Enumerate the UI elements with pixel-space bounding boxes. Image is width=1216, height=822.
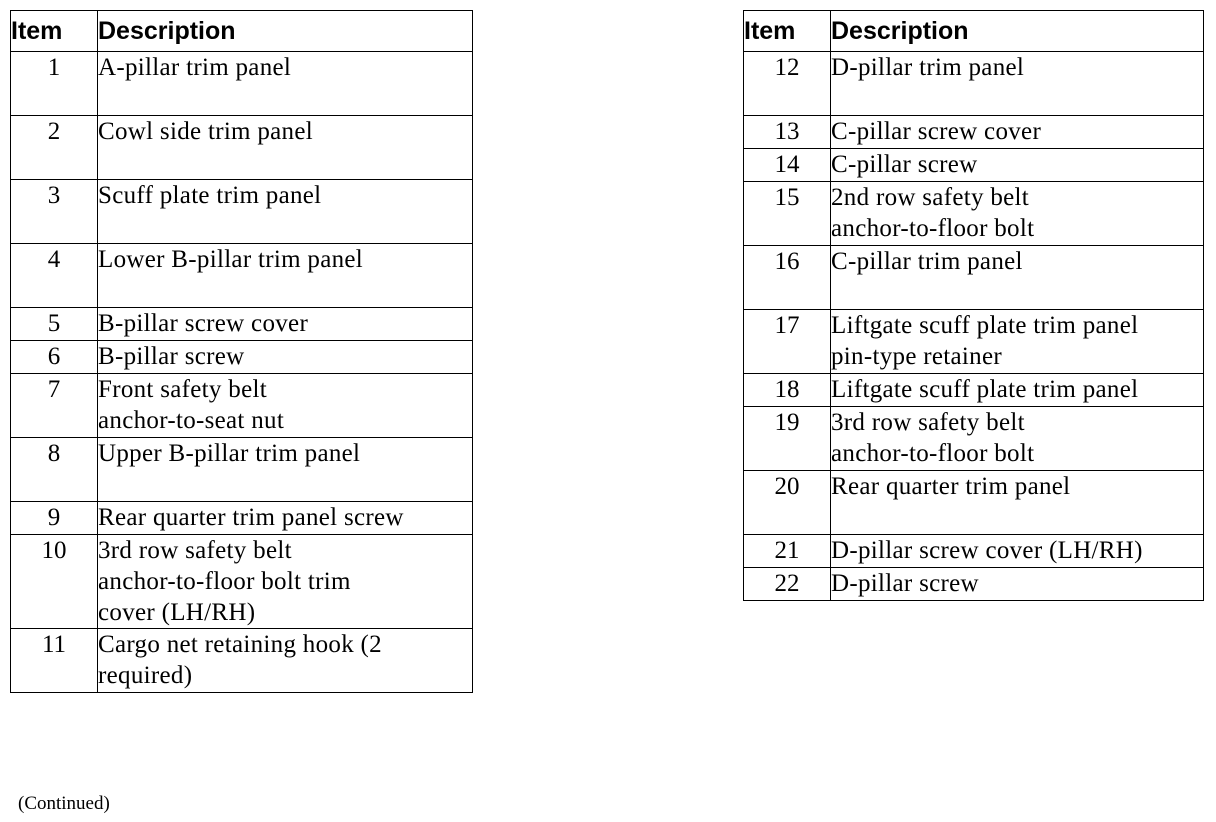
table-row bbox=[11, 116, 473, 180]
table-row bbox=[744, 246, 1204, 310]
table-header-row bbox=[744, 11, 1204, 52]
item-description: D-pillar screw cover (LH/RH) bbox=[831, 535, 1204, 568]
item-number: 15 bbox=[744, 182, 831, 246]
item-number: 11 bbox=[11, 629, 98, 693]
table-row bbox=[744, 407, 1204, 471]
item-number: 4 bbox=[11, 244, 98, 308]
table-row bbox=[11, 52, 473, 116]
description-column-header: Description bbox=[831, 11, 1204, 52]
continued-note: (Continued) bbox=[18, 793, 110, 814]
item-number: 17 bbox=[744, 310, 831, 374]
item-description: Rear quarter trim panel screw bbox=[98, 502, 473, 535]
item-description: Lower B-pillar trim panel bbox=[98, 244, 473, 308]
item-number: 5 bbox=[11, 308, 98, 341]
table-row bbox=[11, 629, 473, 693]
table-row bbox=[11, 374, 473, 438]
table-row bbox=[744, 149, 1204, 182]
item-number: 8 bbox=[11, 438, 98, 502]
item-description: Rear quarter trim panel bbox=[831, 471, 1204, 535]
item-description: C-pillar trim panel bbox=[831, 246, 1204, 310]
item-description: D-pillar trim panel bbox=[831, 52, 1204, 116]
item-number: 3 bbox=[11, 180, 98, 244]
table-row bbox=[11, 341, 473, 374]
table-row bbox=[744, 568, 1204, 601]
item-description: Front safety belt anchor-to-seat nut bbox=[98, 374, 473, 438]
item-number: 6 bbox=[11, 341, 98, 374]
table-row bbox=[11, 438, 473, 502]
parts-table-right bbox=[743, 10, 1204, 601]
item-description: A-pillar trim panel bbox=[98, 52, 473, 116]
table-row bbox=[11, 502, 473, 535]
table-row bbox=[744, 310, 1204, 374]
table-header-row bbox=[11, 11, 473, 52]
table-row bbox=[744, 535, 1204, 568]
table-row bbox=[744, 374, 1204, 407]
item-number: 22 bbox=[744, 568, 831, 601]
item-number: 14 bbox=[744, 149, 831, 182]
item-description: C-pillar screw cover bbox=[831, 116, 1204, 149]
item-number: 7 bbox=[11, 374, 98, 438]
table-row bbox=[744, 471, 1204, 535]
item-column-header: Item bbox=[11, 11, 98, 52]
item-description: 3rd row safety belt anchor-to-floor bolt bbox=[831, 407, 1204, 471]
item-number: 10 bbox=[11, 535, 98, 629]
description-column-header: Description bbox=[98, 11, 473, 52]
item-number: 1 bbox=[11, 52, 98, 116]
table-row bbox=[11, 180, 473, 244]
parts-table-left bbox=[10, 10, 473, 693]
item-number: 13 bbox=[744, 116, 831, 149]
item-description: Cargo net retaining hook (2 required) bbox=[98, 629, 473, 693]
item-column-header: Item bbox=[744, 11, 831, 52]
item-description: 3rd row safety belt anchor-to-floor bolt trim cover (LH/RH) bbox=[98, 535, 473, 629]
table-row bbox=[11, 308, 473, 341]
table-row bbox=[744, 52, 1204, 116]
item-description: Cowl side trim panel bbox=[98, 116, 473, 180]
item-description: Liftgate scuff plate trim panel bbox=[831, 374, 1204, 407]
item-description: B-pillar screw cover bbox=[98, 308, 473, 341]
item-number: 12 bbox=[744, 52, 831, 116]
item-number: 2 bbox=[11, 116, 98, 180]
table-row bbox=[11, 244, 473, 308]
item-description: Scuff plate trim panel bbox=[98, 180, 473, 244]
table-row bbox=[744, 182, 1204, 246]
item-description: D-pillar screw bbox=[831, 568, 1204, 601]
item-description: B-pillar screw bbox=[98, 341, 473, 374]
item-number: 21 bbox=[744, 535, 831, 568]
item-number: 16 bbox=[744, 246, 831, 310]
item-number: 9 bbox=[11, 502, 98, 535]
item-description: Upper B-pillar trim panel bbox=[98, 438, 473, 502]
item-description: Liftgate scuff plate trim panel pin-type retainer bbox=[831, 310, 1204, 374]
item-description: C-pillar screw bbox=[831, 149, 1204, 182]
table-row bbox=[11, 535, 473, 629]
table-row bbox=[744, 116, 1204, 149]
item-number: 18 bbox=[744, 374, 831, 407]
item-description: 2nd row safety belt anchor-to-floor bolt bbox=[831, 182, 1204, 246]
item-number: 19 bbox=[744, 407, 831, 471]
item-number: 20 bbox=[744, 471, 831, 535]
